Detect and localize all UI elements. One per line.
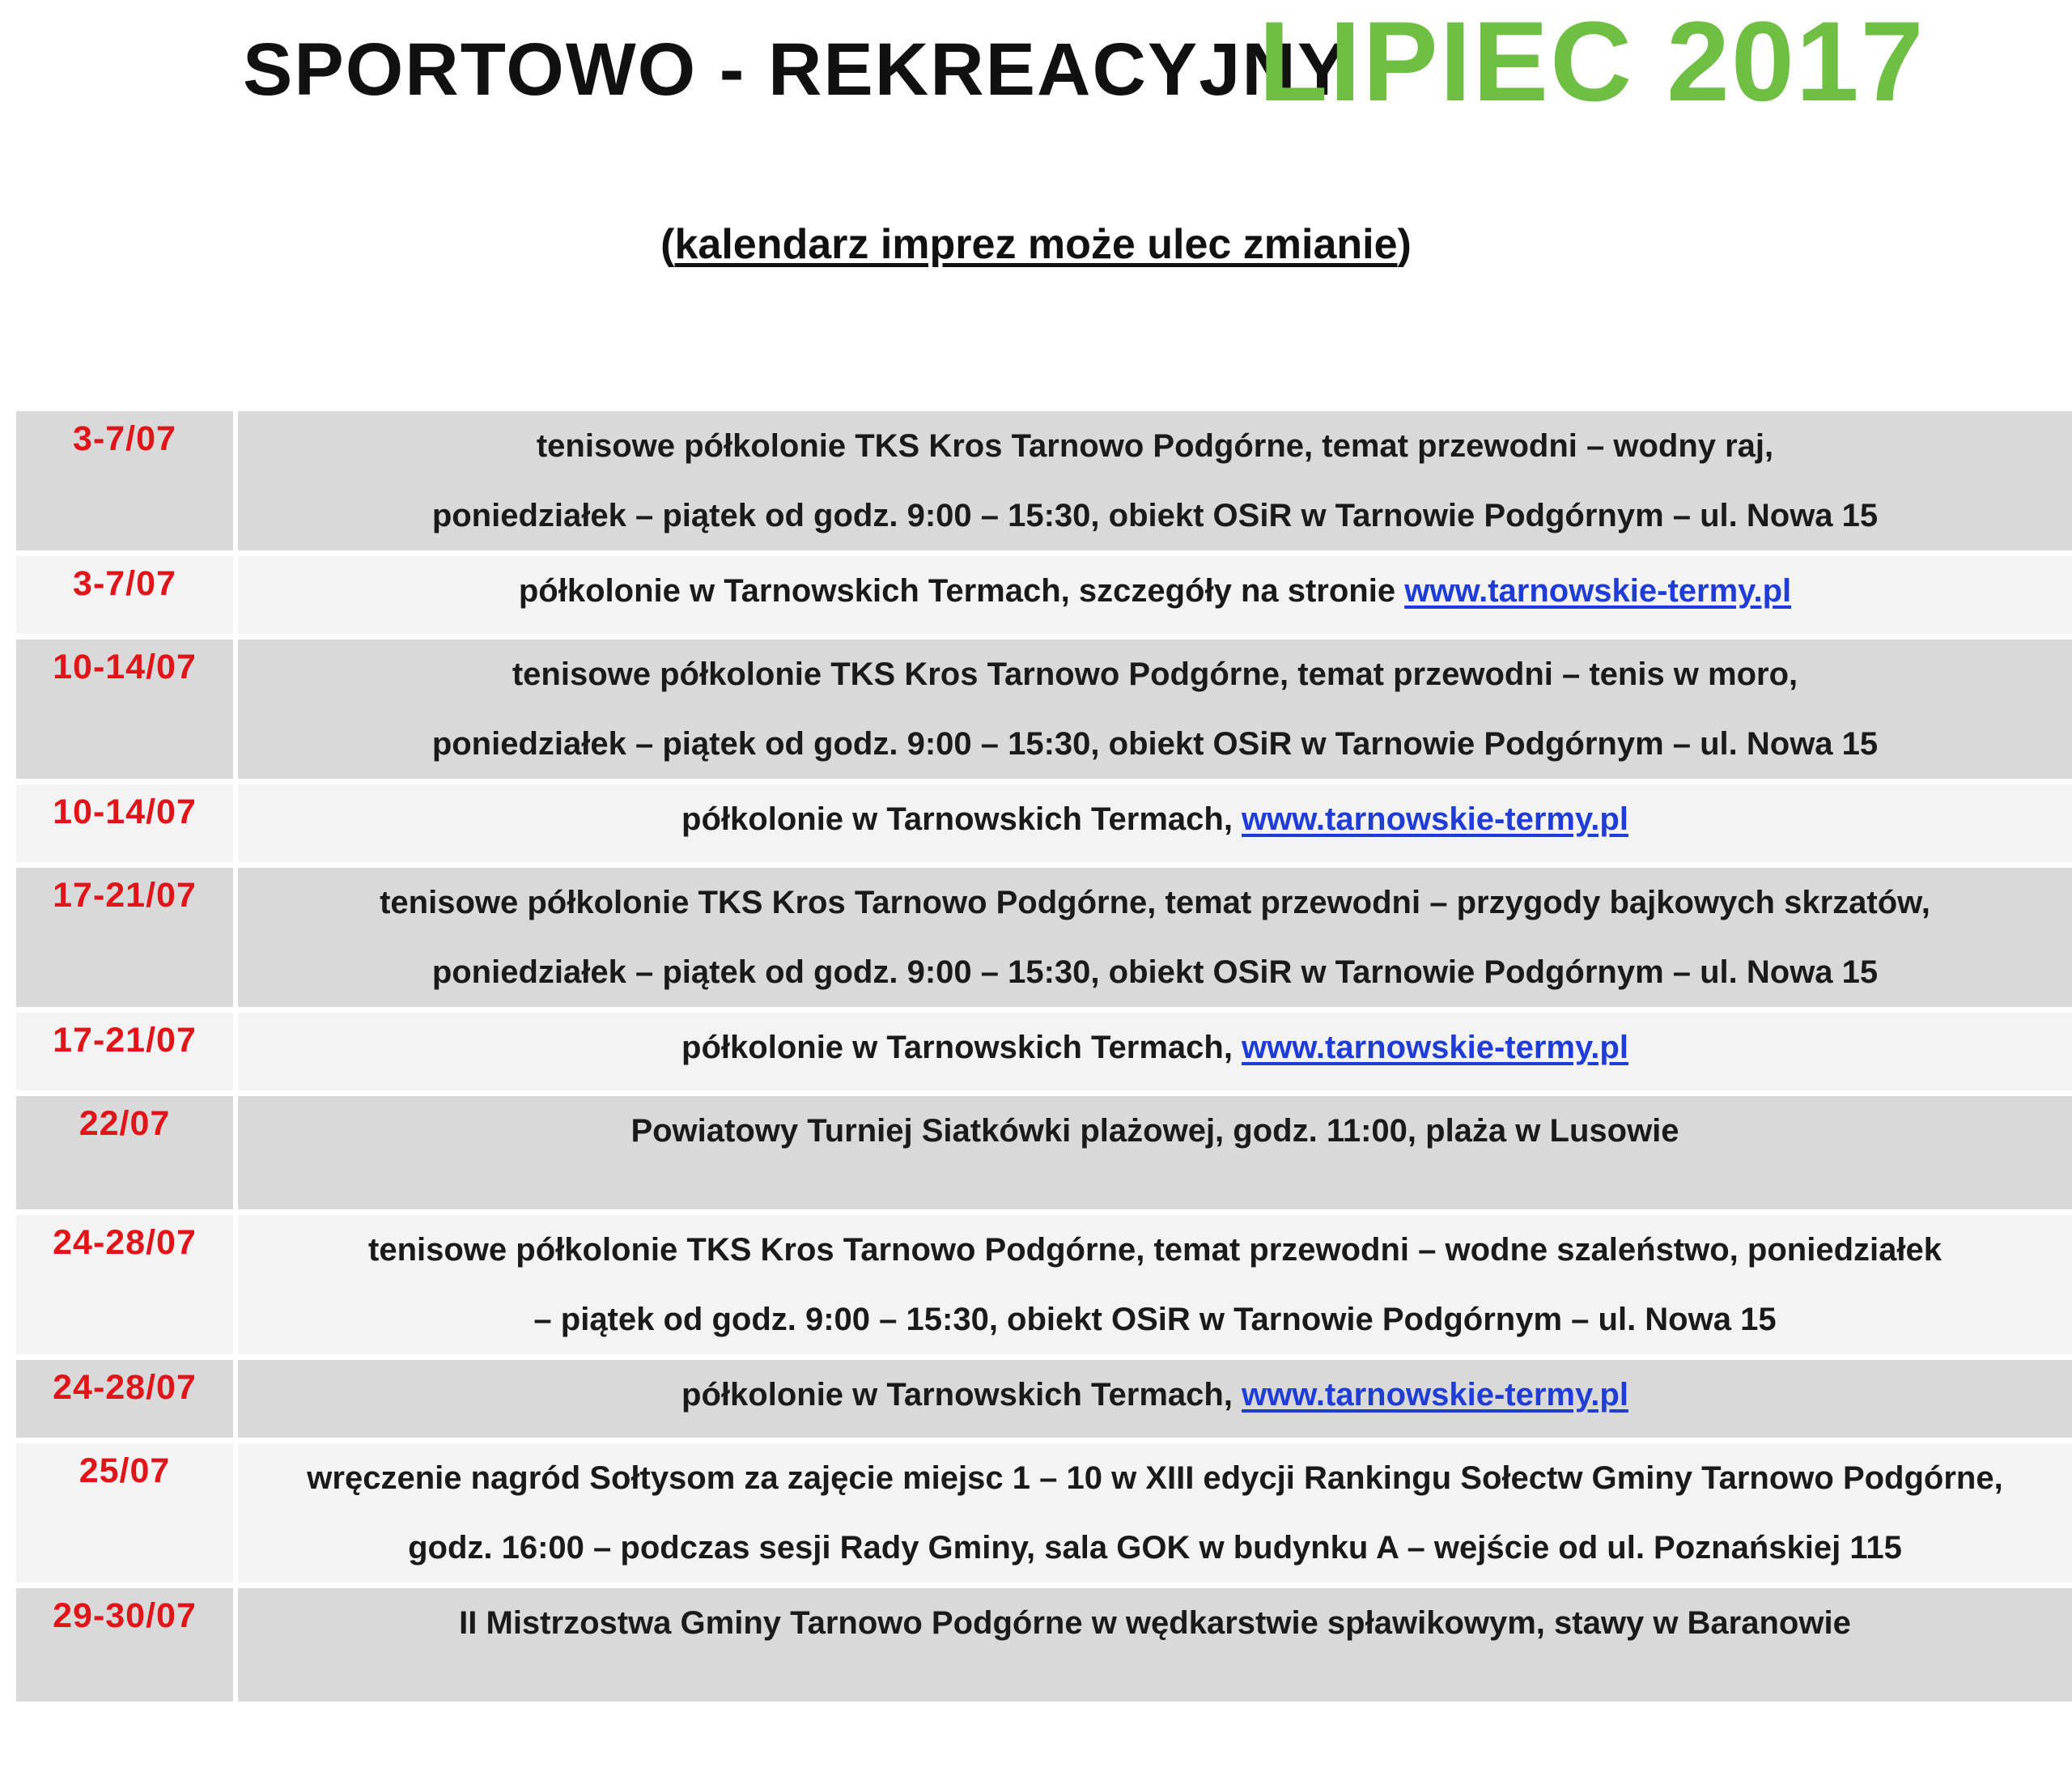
page-title: SPORTOWO - REKREACYJNY [243, 28, 1349, 111]
table-row [16, 1013, 2072, 1090]
event-description [238, 1215, 2072, 1354]
event-description [238, 1443, 2072, 1583]
page-title-month: LIPIEC 2017 [1259, 0, 1926, 125]
event-description [238, 639, 2072, 779]
event-line: Powiatowy Turniej Siatkówki plażowej, godz. 11:00, plaża w Lusowie [631, 1113, 1679, 1149]
event-date: 17-21/07 [16, 868, 233, 1007]
event-description [238, 1360, 2072, 1438]
event-description [238, 784, 2072, 862]
table-row [16, 1443, 2072, 1583]
website-link[interactable]: www.tarnowskie-termy.pl [1242, 1377, 1628, 1413]
website-link[interactable]: www.tarnowskie-termy.pl [1242, 801, 1628, 837]
table-row [16, 1096, 2072, 1209]
event-description [238, 868, 2072, 1007]
table-row [16, 639, 2072, 779]
table-row [16, 868, 2072, 1007]
event-date: 10-14/07 [16, 639, 233, 779]
event-date: 29-30/07 [16, 1588, 233, 1702]
event-line: tenisowe półkolonie TKS Kros Tarnowo Podgórne, temat przewodni – wodne szaleństwo, poniedziałek [368, 1232, 1942, 1268]
event-line: tenisowe półkolonie TKS Kros Tarnowo Podgórne, temat przewodni – przygody bajkowych skrzatów, [380, 885, 1930, 920]
event-line: tenisowe półkolonie TKS Kros Tarnowo Podgórne, temat przewodni – wodny raj, [536, 428, 1774, 464]
event-line: poniedziałek – piątek od godz. 9:00 – 15:30, obiekt OSiR w Tarnowie Podgórnym – ul. Nowa 15 [431, 726, 1879, 762]
event-text: półkolonie w Tarnowskich Termach, szczegóły na stronie [518, 573, 1405, 609]
event-text: półkolonie w Tarnowskich Termach, [681, 801, 1242, 837]
event-description [238, 411, 2072, 550]
event-date: 22/07 [16, 1096, 233, 1209]
subtitle-close-paren: ) [1397, 221, 1412, 268]
event-description [238, 556, 2072, 634]
event-line: II Mistrzostwa Gminy Tarnowo Podgórne w wędkarstwie spławikowym, stawy w Baranowie [459, 1605, 1851, 1641]
table-row [16, 1360, 2072, 1438]
page-header [0, 0, 2072, 125]
events-table [16, 411, 2072, 1707]
table-row [16, 411, 2072, 550]
event-date: 3-7/07 [16, 411, 233, 550]
table-row [16, 556, 2072, 634]
subtitle-open-paren: ( [660, 221, 675, 268]
event-line: poniedziałek – piątek od godz. 9:00 – 15:30, obiekt OSiR w Tarnowie Podgórnym – ul. Nowa 15 [431, 954, 1879, 990]
table-row [16, 784, 2072, 862]
event-line: – piątek od godz. 9:00 – 15:30, obiekt OSiR w Tarnowie Podgórnym – ul. Nowa 15 [533, 1302, 1777, 1337]
event-description [238, 1013, 2072, 1090]
event-date: 17-21/07 [16, 1013, 233, 1090]
event-line: godz. 16:00 – podczas sesji Rady Gminy, sala GOK w budynku A – wejście od ul. Poznańskiej 115 [408, 1530, 1902, 1566]
table-row [16, 1588, 2072, 1702]
event-text: półkolonie w Tarnowskich Termach, [681, 1377, 1242, 1413]
table-row [16, 1215, 2072, 1354]
event-text: półkolonie w Tarnowskich Termach, [681, 1030, 1242, 1065]
event-date: 10-14/07 [16, 784, 233, 862]
event-date: 3-7/07 [16, 556, 233, 634]
event-date: 24-28/07 [16, 1360, 233, 1438]
event-description [238, 1096, 2072, 1209]
event-line: poniedziałek – piątek od godz. 9:00 – 15:30, obiekt OSiR w Tarnowie Podgórnym – ul. Nowa 15 [431, 498, 1879, 533]
event-date: 24-28/07 [16, 1215, 233, 1354]
event-line: tenisowe półkolonie TKS Kros Tarnowo Podgórne, temat przewodni – tenis w moro, [512, 656, 1798, 692]
website-link[interactable]: www.tarnowskie-termy.pl [1404, 573, 1792, 609]
event-line: wręczenie nagród Sołtysom za zajęcie miejsc 1 – 10 w XIII edycji Rankingu Sołectw Gminy Tarnowo Podgórne, [307, 1460, 2003, 1496]
website-link[interactable]: www.tarnowskie-termy.pl [1242, 1030, 1628, 1065]
event-date: 25/07 [16, 1443, 233, 1583]
subtitle [0, 220, 2072, 269]
subtitle-text: kalendarz imprez może ulec zmianie [674, 221, 1398, 268]
event-description [238, 1588, 2072, 1702]
